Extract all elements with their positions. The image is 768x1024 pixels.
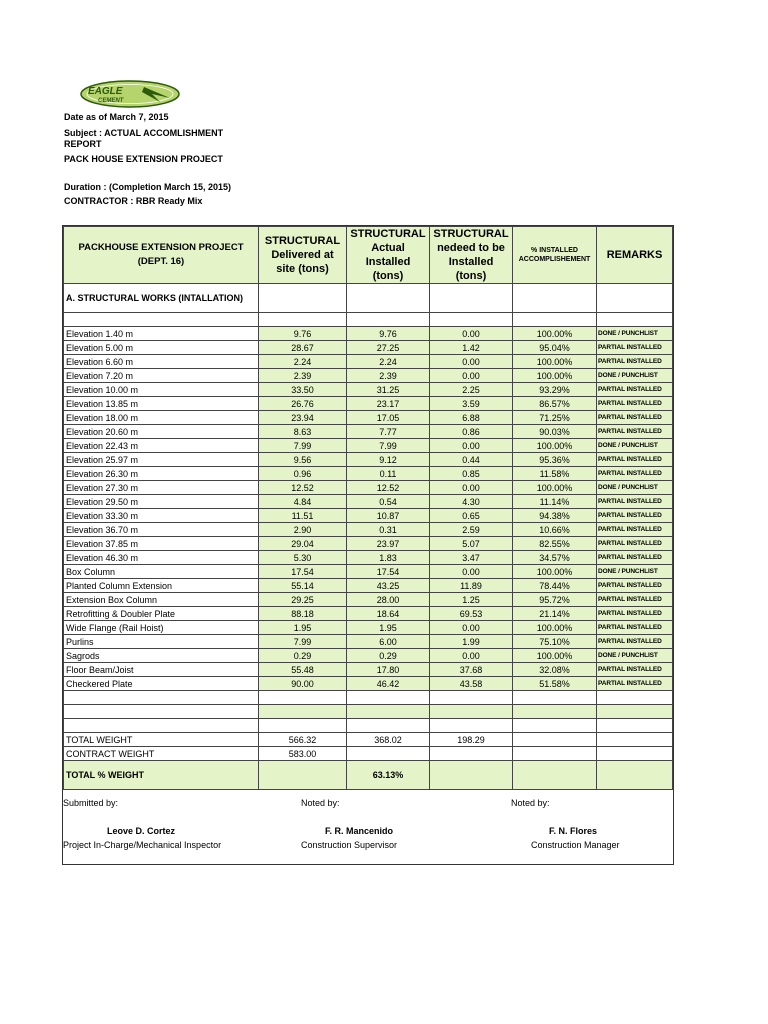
submitted-by-label: Submitted by: — [63, 798, 119, 808]
row-delivered: 8.63 — [259, 425, 347, 439]
row-percent: 100.00% — [513, 649, 597, 663]
table-row — [64, 677, 673, 691]
table-row — [64, 383, 673, 397]
report-subject: Subject : ACTUAL ACCOMLISHMENT REPORT — [64, 128, 224, 149]
row-delivered: 5.30 — [259, 551, 347, 565]
row-remarks: PARTIAL INSTALLED — [597, 495, 673, 509]
table-row — [64, 663, 673, 677]
row-item: Sagrods — [64, 649, 259, 663]
row-delivered: 7.99 — [259, 439, 347, 453]
row-needed: 0.65 — [430, 509, 513, 523]
row-percent: 94.38% — [513, 509, 597, 523]
row-percent: 86.57% — [513, 397, 597, 411]
row-installed: 12.52 — [347, 481, 430, 495]
row-percent: 51.58% — [513, 677, 597, 691]
table-row — [64, 453, 673, 467]
eagle-cement-logo — [80, 80, 180, 108]
row-delivered: 88.18 — [259, 607, 347, 621]
noted-by-label-1: Noted by: — [301, 798, 340, 808]
row-installed: 9.12 — [347, 453, 430, 467]
total-delivered: 566.32 — [259, 733, 347, 747]
contract-weight-row — [64, 747, 673, 761]
row-needed: 43.58 — [430, 677, 513, 691]
row-installed: 2.39 — [347, 369, 430, 383]
row-item: Box Column — [64, 565, 259, 579]
row-installed: 0.29 — [347, 649, 430, 663]
total-percent-label: TOTAL % WEIGHT — [64, 761, 259, 790]
row-delivered: 0.96 — [259, 467, 347, 481]
table-header-row — [64, 227, 673, 284]
row-item: Elevation 25.97 m — [64, 453, 259, 467]
row-item: Elevation 18.00 m — [64, 411, 259, 425]
row-remarks: PARTIAL INSTALLED — [597, 397, 673, 411]
row-remarks: PARTIAL INSTALLED — [597, 355, 673, 369]
row-percent: 100.00% — [513, 565, 597, 579]
row-percent: 11.58% — [513, 467, 597, 481]
row-percent: 82.55% — [513, 537, 597, 551]
table-row — [64, 621, 673, 635]
table-row — [64, 425, 673, 439]
row-installed: 17.80 — [347, 663, 430, 677]
table-row — [64, 411, 673, 425]
row-installed: 23.17 — [347, 397, 430, 411]
table-row — [64, 607, 673, 621]
col-header-needed: STRUCTURAL nedeed to be Installed (tons) — [430, 227, 513, 284]
table-row — [64, 635, 673, 649]
row-percent: 100.00% — [513, 621, 597, 635]
row-installed: 43.25 — [347, 579, 430, 593]
row-needed: 69.53 — [430, 607, 513, 621]
row-needed: 2.25 — [430, 383, 513, 397]
row-remarks: PARTIAL INSTALLED — [597, 523, 673, 537]
table-row — [64, 551, 673, 565]
row-percent: 32.08% — [513, 663, 597, 677]
row-percent: 100.00% — [513, 327, 597, 341]
report-date: Date as of March 7, 2015 — [64, 112, 169, 122]
row-remarks: PARTIAL INSTALLED — [597, 453, 673, 467]
row-remarks: DONE / PUNCHLIST — [597, 439, 673, 453]
row-needed: 1.99 — [430, 635, 513, 649]
row-item: Floor Beam/Joist — [64, 663, 259, 677]
signatory-title-2: Construction Supervisor — [301, 840, 398, 850]
signatory-title-1: Project In-Charge/Mechanical Inspector — [63, 840, 222, 850]
signatory-name-3: F. N. Flores — [549, 826, 598, 836]
row-delivered: 33.50 — [259, 383, 347, 397]
row-remarks: PARTIAL INSTALLED — [597, 411, 673, 425]
table-row — [64, 397, 673, 411]
section-row — [64, 284, 673, 313]
row-percent: 95.04% — [513, 341, 597, 355]
table-row — [64, 495, 673, 509]
row-needed: 4.30 — [430, 495, 513, 509]
row-needed: 2.59 — [430, 523, 513, 537]
signatory-name-2: F. R. Mancenido — [325, 826, 394, 836]
table-row — [64, 523, 673, 537]
row-percent: 90.03% — [513, 425, 597, 439]
row-delivered: 12.52 — [259, 481, 347, 495]
table-row — [64, 355, 673, 369]
row-installed: 7.99 — [347, 439, 430, 453]
row-percent: 93.29% — [513, 383, 597, 397]
row-installed: 0.54 — [347, 495, 430, 509]
row-needed: 0.86 — [430, 425, 513, 439]
row-remarks: DONE / PUNCHLIST — [597, 481, 673, 495]
row-item: Elevation 22.43 m — [64, 439, 259, 453]
row-item: Elevation 10.00 m — [64, 383, 259, 397]
row-needed: 0.00 — [430, 565, 513, 579]
row-installed: 0.11 — [347, 467, 430, 481]
col-header-installed: STRUCTURAL Actual Installed (tons) — [347, 227, 430, 284]
row-item: Planted Column Extension — [64, 579, 259, 593]
row-remarks: PARTIAL INSTALLED — [597, 425, 673, 439]
row-percent: 95.36% — [513, 453, 597, 467]
row-percent: 34.57% — [513, 551, 597, 565]
row-delivered: 7.99 — [259, 635, 347, 649]
row-remarks: PARTIAL INSTALLED — [597, 677, 673, 691]
row-installed: 10.87 — [347, 509, 430, 523]
row-installed: 46.42 — [347, 677, 430, 691]
row-needed: 0.00 — [430, 327, 513, 341]
row-installed: 9.76 — [347, 327, 430, 341]
row-item: Elevation 46.30 m — [64, 551, 259, 565]
row-remarks: DONE / PUNCHLIST — [597, 649, 673, 663]
table-row — [64, 467, 673, 481]
contractor: CONTRACTOR : RBR Ready Mix — [64, 196, 203, 206]
row-needed: 37.68 — [430, 663, 513, 677]
row-remarks: PARTIAL INSTALLED — [597, 467, 673, 481]
row-item: Elevation 36.70 m — [64, 523, 259, 537]
row-needed: 0.00 — [430, 369, 513, 383]
row-installed: 23.97 — [347, 537, 430, 551]
row-needed: 0.00 — [430, 481, 513, 495]
row-remarks: DONE / PUNCHLIST — [597, 369, 673, 383]
col-header-remarks: REMARKS — [597, 227, 673, 284]
row-needed: 3.59 — [430, 397, 513, 411]
row-installed: 17.05 — [347, 411, 430, 425]
row-item: Elevation 5.00 m — [64, 341, 259, 355]
row-delivered: 2.24 — [259, 355, 347, 369]
row-item: Elevation 1.40 m — [64, 327, 259, 341]
row-item: Retrofitting & Doubler Plate — [64, 607, 259, 621]
row-item: Elevation 6.60 m — [64, 355, 259, 369]
section-title: A. STRUCTURAL WORKS (INTALLATION) — [64, 284, 259, 313]
row-delivered: 26.76 — [259, 397, 347, 411]
row-installed: 18.64 — [347, 607, 430, 621]
row-remarks: DONE / PUNCHLIST — [597, 327, 673, 341]
row-needed: 5.07 — [430, 537, 513, 551]
row-percent: 100.00% — [513, 481, 597, 495]
row-delivered: 2.39 — [259, 369, 347, 383]
row-remarks: PARTIAL INSTALLED — [597, 621, 673, 635]
row-remarks: PARTIAL INSTALLED — [597, 579, 673, 593]
row-delivered: 23.94 — [259, 411, 347, 425]
row-needed: 0.00 — [430, 439, 513, 453]
col-header-delivered: STRUCTURAL Delivered at site (tons) — [259, 227, 347, 284]
row-installed: 31.25 — [347, 383, 430, 397]
row-item: Elevation 33.30 m — [64, 509, 259, 523]
row-percent: 100.00% — [513, 439, 597, 453]
svg-text:CEMENT: CEMENT — [98, 98, 124, 104]
svg-text:EAGLE: EAGLE — [88, 86, 123, 97]
row-item: Elevation 20.60 m — [64, 425, 259, 439]
row-item: Purlins — [64, 635, 259, 649]
row-item: Checkered Plate — [64, 677, 259, 691]
table-row — [64, 537, 673, 551]
row-needed: 6.88 — [430, 411, 513, 425]
total-percent-row — [64, 761, 673, 790]
row-item: Extension Box Column — [64, 593, 259, 607]
row-remarks: PARTIAL INSTALLED — [597, 593, 673, 607]
row-delivered: 0.29 — [259, 649, 347, 663]
row-remarks: PARTIAL INSTALLED — [597, 663, 673, 677]
total-weight-row — [64, 733, 673, 747]
row-delivered: 55.48 — [259, 663, 347, 677]
row-needed: 1.25 — [430, 593, 513, 607]
accomplishment-table — [63, 226, 673, 790]
row-needed: 3.47 — [430, 551, 513, 565]
total-weight-label: TOTAL WEIGHT — [64, 733, 259, 747]
row-delivered: 4.84 — [259, 495, 347, 509]
row-remarks: PARTIAL INSTALLED — [597, 607, 673, 621]
row-installed: 1.95 — [347, 621, 430, 635]
row-remarks: PARTIAL INSTALLED — [597, 551, 673, 565]
table-row — [64, 565, 673, 579]
contract-weight: 583.00 — [259, 747, 347, 761]
row-delivered: 1.95 — [259, 621, 347, 635]
row-remarks: PARTIAL INSTALLED — [597, 537, 673, 551]
row-needed: 1.42 — [430, 341, 513, 355]
report-sheet — [62, 225, 674, 865]
duration: Duration : (Completion March 15, 2015) — [64, 182, 232, 192]
row-installed: 6.00 — [347, 635, 430, 649]
table-row — [64, 341, 673, 355]
total-needed: 198.29 — [430, 733, 513, 747]
table-row — [64, 579, 673, 593]
row-item: Elevation 13.85 m — [64, 397, 259, 411]
row-delivered: 55.14 — [259, 579, 347, 593]
table-row — [64, 509, 673, 523]
row-delivered: 90.00 — [259, 677, 347, 691]
row-installed: 2.24 — [347, 355, 430, 369]
table-row — [64, 649, 673, 663]
row-item: Elevation 7.20 m — [64, 369, 259, 383]
row-remarks: PARTIAL INSTALLED — [597, 509, 673, 523]
row-installed: 7.77 — [347, 425, 430, 439]
row-needed: 0.00 — [430, 649, 513, 663]
row-remarks: DONE / PUNCHLIST — [597, 565, 673, 579]
row-delivered: 2.90 — [259, 523, 347, 537]
col-header-percent: % INSTALLED ACCOMPLISHEMENT — [513, 227, 597, 284]
project-name: PACK HOUSE EXTENSION PROJECT — [64, 154, 223, 164]
row-item: Elevation 26.30 m — [64, 467, 259, 481]
row-needed: 0.85 — [430, 467, 513, 481]
row-delivered: 29.04 — [259, 537, 347, 551]
row-item: Elevation 37.85 m — [64, 537, 259, 551]
table-row — [64, 439, 673, 453]
table-row — [64, 327, 673, 341]
total-percent: 63.13% — [347, 761, 430, 790]
row-installed: 28.00 — [347, 593, 430, 607]
row-percent: 100.00% — [513, 369, 597, 383]
row-needed: 0.00 — [430, 621, 513, 635]
row-percent: 71.25% — [513, 411, 597, 425]
table-row — [64, 593, 673, 607]
row-needed: 0.44 — [430, 453, 513, 467]
row-delivered: 9.56 — [259, 453, 347, 467]
row-delivered: 9.76 — [259, 327, 347, 341]
row-percent: 21.14% — [513, 607, 597, 621]
row-installed: 17.54 — [347, 565, 430, 579]
row-percent: 100.00% — [513, 355, 597, 369]
total-installed: 368.02 — [347, 733, 430, 747]
row-item: Elevation 27.30 m — [64, 481, 259, 495]
signatory-title-3: Construction Manager — [531, 840, 620, 850]
row-needed: 0.00 — [430, 355, 513, 369]
row-percent: 11.14% — [513, 495, 597, 509]
row-delivered: 11.51 — [259, 509, 347, 523]
row-remarks: PARTIAL INSTALLED — [597, 383, 673, 397]
table-row — [64, 369, 673, 383]
row-percent: 10.66% — [513, 523, 597, 537]
row-remarks: PARTIAL INSTALLED — [597, 635, 673, 649]
row-percent: 78.44% — [513, 579, 597, 593]
row-installed: 0.31 — [347, 523, 430, 537]
row-delivered: 29.25 — [259, 593, 347, 607]
row-item: Wide Flange (Rail Hoist) — [64, 621, 259, 635]
signatory-name-1: Leove D. Cortez — [107, 826, 176, 836]
row-delivered: 28.67 — [259, 341, 347, 355]
row-percent: 95.72% — [513, 593, 597, 607]
contract-weight-label: CONTRACT WEIGHT — [64, 747, 259, 761]
row-item: Elevation 29.50 m — [64, 495, 259, 509]
row-installed: 1.83 — [347, 551, 430, 565]
table-row — [64, 481, 673, 495]
col-header-item: PACKHOUSE EXTENSION PROJECT (DEPT. 16) — [64, 227, 259, 284]
noted-by-label-2: Noted by: — [511, 798, 550, 808]
row-percent: 75.10% — [513, 635, 597, 649]
row-remarks: PARTIAL INSTALLED — [597, 341, 673, 355]
row-installed: 27.25 — [347, 341, 430, 355]
row-needed: 11.89 — [430, 579, 513, 593]
row-delivered: 17.54 — [259, 565, 347, 579]
